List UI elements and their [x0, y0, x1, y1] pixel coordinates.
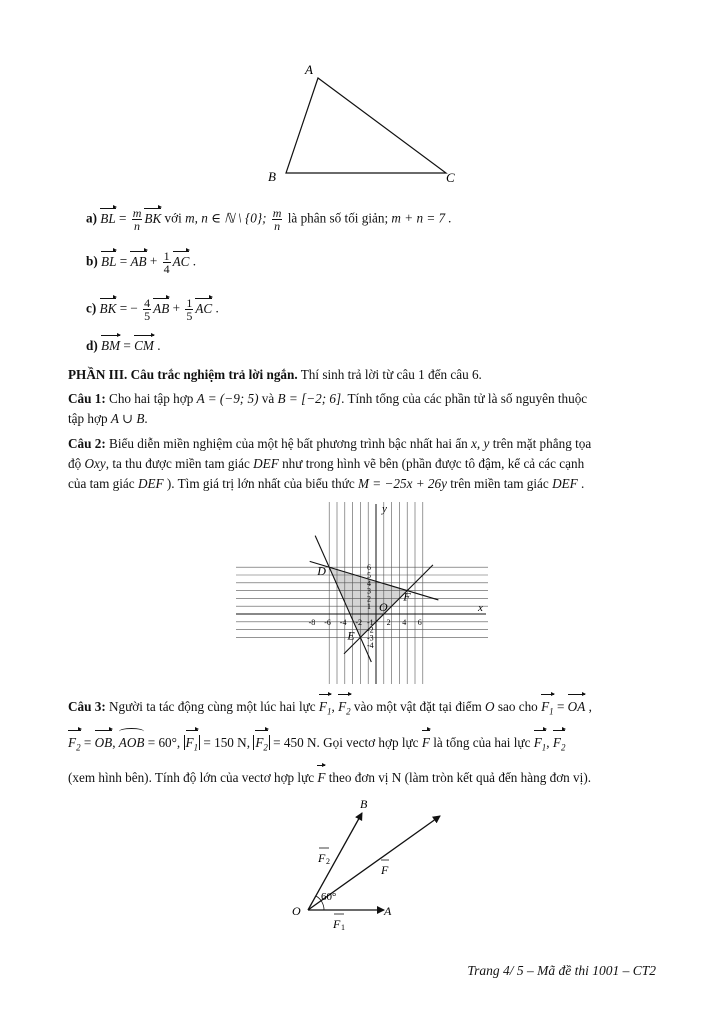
option-c: c) BK = − $\frac{4}{5}$ AB + $\frac{1}{5}$ AC . — [86, 296, 219, 323]
vec-ab: AB — [153, 300, 170, 316]
triangle-abc — [286, 78, 446, 173]
x-axis-label: x — [478, 602, 483, 614]
vec-bk: BK — [99, 300, 117, 316]
x-tick-label: -6 — [324, 618, 331, 627]
y-tick-label: 5 — [367, 571, 371, 580]
svg-text:1: 1 — [341, 923, 345, 932]
region-graph — [236, 502, 488, 684]
vertex-label-f: F — [403, 589, 411, 604]
y-tick-label: 2 — [367, 594, 371, 604]
part3-heading — [68, 366, 482, 384]
y-tick-label: -2 — [367, 625, 374, 635]
x-tick-label: 2 — [386, 618, 391, 627]
q2-expression: M = −25x + 26y — [358, 476, 447, 491]
fraction-m-over-n-2: $\frac{m}{n}$ — [272, 206, 282, 233]
option-a-letter: a) — [86, 210, 97, 226]
vertex-label-d: D — [317, 564, 326, 579]
vertex-label-e: E — [347, 628, 355, 643]
triangle-label-a: A — [305, 62, 313, 77]
vec-ab: AB — [130, 253, 147, 269]
question-1: Câu 1: Cho hai tập hợp A = (−9; 5) và B = [−2; 6]. Tính tổng của các phần tử là số nguyên thuộc tập hợp A ∪ B. — [68, 391, 588, 426]
label-o: O — [292, 904, 301, 918]
vec-bl: BL — [101, 253, 117, 269]
svg-text:F: F — [318, 851, 326, 865]
angle-label: 60° — [321, 891, 337, 903]
y-axis-label: y — [382, 503, 387, 515]
y-tick-label: -3 — [367, 633, 374, 643]
fraction-4-5: $\frac{4}{5}$ — [144, 296, 151, 323]
x-tick-label: 4 — [402, 618, 407, 627]
page-footer: Trang 4/ 5 – Mã đề thi 1001 – CT2 — [467, 963, 656, 978]
q3-label: Câu 3: — [68, 699, 106, 714]
option-d: d) BM = CM . — [86, 338, 161, 353]
vec-bm: BM — [101, 338, 121, 353]
vec-cm: CM — [134, 338, 154, 353]
force-figure — [286, 796, 456, 936]
option-b: b) BL = AB + $\frac{1}{4}$ AC . — [86, 249, 197, 276]
x-tick-label: -4 — [339, 618, 347, 627]
q2-label: Câu 2: — [68, 436, 106, 451]
q1-union: A ∪ B — [110, 411, 145, 426]
q1-label: Câu 1: — [68, 391, 106, 406]
label-f2 — [317, 848, 330, 866]
y-tick-label: 3 — [367, 586, 371, 596]
triangle-label-c: C — [446, 170, 455, 185]
fraction-m-over-n: $\frac{m}{n}$ — [132, 206, 142, 233]
vec-ac: AC — [195, 300, 213, 316]
y-tick-label: 6 — [367, 563, 371, 573]
question-2: Câu 2: Biểu diễn miền nghiệm của một hệ bất phương trình bậc nhất hai ẩn x, y trên mặt phẳng tọa độ Oxy, ta thu được miền tam giác DEF như trong hình vẽ bên (phần được tô đậm, kể cả các cạnh của tam giác DEF ). Tìm giá trị lớn nhất của biểu thức M = −25x + 26y trên miền tam giác DEF . — [68, 436, 592, 491]
svg-text:F: F — [381, 863, 389, 877]
triangle-label-b: B — [268, 169, 276, 184]
origin-label: O — [379, 600, 388, 614]
text-tail: là phân số tối giản; — [287, 210, 389, 226]
part3-title: PHẦN III. Câu trắc nghiệm trả lời ngắn. — [68, 367, 298, 382]
fraction-1-5: $\frac{1}{5}$ — [186, 296, 193, 323]
triangle-figure — [260, 60, 470, 188]
x-tick-label: -8 — [308, 618, 316, 627]
y-tick-label: 4 — [367, 578, 371, 588]
part3-desc: Thí sinh trả lời từ câu 1 đến câu 6. — [300, 367, 482, 382]
y-tick-label: -4 — [367, 641, 374, 651]
set-condition: m, n ∈ ℕ \ {0}; — [185, 210, 267, 226]
y-tick-label: -1 — [367, 617, 374, 627]
option-b-letter: b) — [86, 253, 98, 269]
vec-ac: AC — [172, 253, 190, 269]
label-f1 — [332, 914, 345, 932]
label-f — [380, 860, 389, 877]
text-with: với — [164, 210, 182, 226]
q1-set-a: A = (−9; 5) — [196, 391, 259, 406]
option-c-letter: c) — [86, 300, 97, 316]
y-tick-label: 1 — [367, 602, 371, 612]
vec-bl: BL — [100, 210, 116, 226]
option-a: a) BL = $\frac{m}{n}$ BK với m, n ∈ ℕ \ {0}; $\frac{m}{n}$ là phân số tối giản; m + n = 7 . — [86, 206, 452, 233]
label-b: B — [360, 797, 368, 811]
svg-text:F: F — [333, 917, 341, 931]
x-tick-label: -2 — [355, 618, 363, 627]
svg-text:2: 2 — [326, 857, 330, 866]
label-a: A — [384, 904, 392, 918]
x-tick-label: 6 — [417, 618, 422, 627]
question-3: Câu 3: Người ta tác động cùng một lúc hai lực $F_1$, $F_2$ vào một vật đặt tại điểm O sao cho $F_1$ = OA , $F_2$ = OB, AOB = 60°, $F_1 = 150$ N, $F_2 = 450$ N. Gọi vectơ hợp lực F là tổng của hai lực $F_1$, $F_2$ (xem hình bên). Tính độ lớn của vectơ hợp lực F theo đơn vị N (làm tròn kết quả đến hàng đơn vị). — [68, 696, 658, 789]
option-d-letter: d) — [86, 338, 98, 353]
q1-set-b: B = [−2; 6] — [277, 391, 342, 406]
fraction-1-4: $\frac{1}{4}$ — [163, 249, 170, 276]
vec-bk: BK — [144, 210, 162, 226]
sum-condition: m + n = 7 . — [391, 210, 452, 226]
